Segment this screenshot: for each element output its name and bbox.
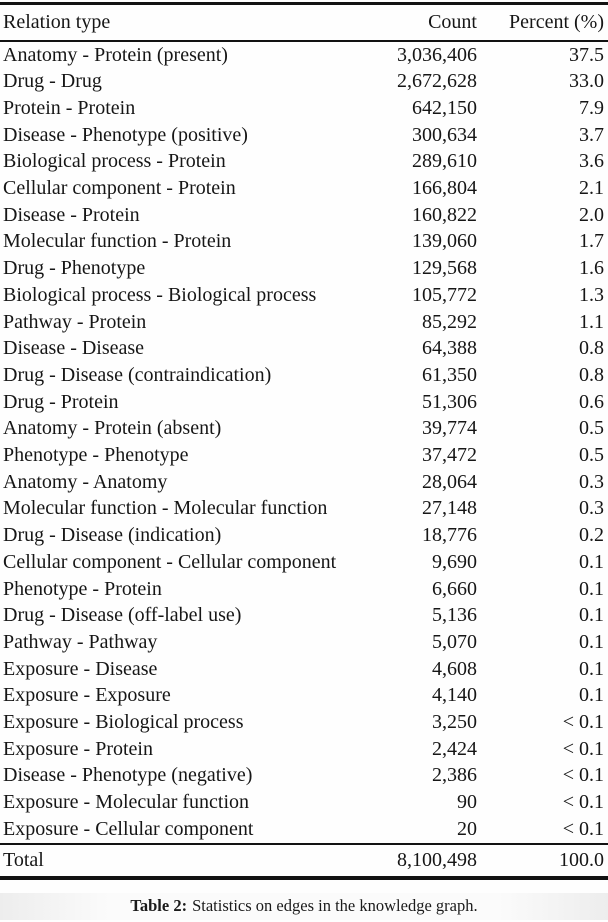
relation-type-cell: Pathway - Protein <box>3 310 147 333</box>
count-cell: 39,774 <box>422 417 477 440</box>
count-cell: 2,386 <box>432 764 477 787</box>
table-row <box>0 469 608 496</box>
count-cell: 642,150 <box>412 96 477 119</box>
edge-statistics-table <box>0 2 608 880</box>
table-row <box>0 682 608 709</box>
table-caption <box>0 893 608 920</box>
count-cell: 4,608 <box>432 657 477 680</box>
count-cell: 3,036,406 <box>397 43 477 66</box>
percent-cell: 1.1 <box>579 310 604 333</box>
percent-cell: 0.3 <box>579 470 604 493</box>
table-row <box>0 335 608 362</box>
relation-type-cell: Exposure - Protein <box>3 737 153 760</box>
table-row <box>0 736 608 763</box>
percent-cell: 0.1 <box>579 550 604 573</box>
table-row <box>0 255 608 282</box>
table-row <box>0 629 608 656</box>
percent-cell: 37.5 <box>569 43 604 66</box>
table-header <box>0 4 608 41</box>
table-row <box>0 709 608 736</box>
table-row <box>0 389 608 416</box>
relation-type-cell: Disease - Phenotype (positive) <box>3 123 248 146</box>
percent-cell: 3.7 <box>579 123 604 146</box>
total-percent: 100.0 <box>478 844 608 878</box>
percent-cell: 0.1 <box>579 577 604 600</box>
table-row <box>0 762 608 789</box>
relation-type-cell: Phenotype - Protein <box>3 577 162 600</box>
percent-cell: < 0.1 <box>562 764 604 787</box>
percent-cell: 0.1 <box>579 630 604 653</box>
percent-cell: 0.3 <box>579 497 604 520</box>
count-cell: 5,070 <box>432 630 477 653</box>
table-caption-text: Statistics on edges in the knowledge graph. <box>192 895 478 915</box>
table-row <box>0 122 608 149</box>
percent-cell: 1.3 <box>579 283 604 306</box>
percent-cell: 1.6 <box>579 257 604 280</box>
percent-cell: < 0.1 <box>562 737 604 760</box>
percent-cell: < 0.1 <box>562 711 604 734</box>
relation-type-cell: Biological process - Biological process <box>3 283 317 306</box>
percent-cell: 3.6 <box>579 150 604 173</box>
percent-cell: 7.9 <box>579 96 604 119</box>
count-cell: 6,660 <box>432 577 477 600</box>
relation-type-cell: Drug - Disease (indication) <box>3 524 222 547</box>
percent-cell: 0.1 <box>579 604 604 627</box>
relation-type-cell: Disease - Phenotype (negative) <box>3 764 253 787</box>
table-row <box>0 495 608 522</box>
relation-type-cell: Disease - Protein <box>3 203 140 226</box>
table-row <box>0 576 608 603</box>
count-cell: 9,690 <box>432 550 477 573</box>
percent-cell: 0.5 <box>579 444 604 467</box>
count-cell: 166,804 <box>412 177 477 200</box>
percent-cell: 33.0 <box>569 70 604 93</box>
table-row <box>0 362 608 389</box>
total-row <box>0 844 608 878</box>
count-cell: 139,060 <box>412 230 477 253</box>
relation-type-cell: Drug - Phenotype <box>3 257 146 280</box>
relation-type-cell: Exposure - Exposure <box>3 684 171 707</box>
percent-cell: 0.2 <box>579 524 604 547</box>
count-cell: 129,568 <box>412 257 477 280</box>
percent-cell: 0.5 <box>579 417 604 440</box>
count-cell: 4,140 <box>432 684 477 707</box>
relation-type-cell: Drug - Disease (contraindication) <box>3 363 272 386</box>
percent-cell: < 0.1 <box>562 817 604 840</box>
relation-type-cell: Cellular component - Cellular component <box>3 550 337 573</box>
table-row <box>0 309 608 336</box>
relation-type-cell: Drug - Protein <box>3 390 119 413</box>
relation-type-cell: Exposure - Biological process <box>3 711 244 734</box>
count-cell: 2,424 <box>432 737 477 760</box>
relation-type-cell: Anatomy - Protein (present) <box>3 43 228 66</box>
count-cell: 90 <box>457 791 477 814</box>
table-row <box>0 522 608 549</box>
table-row <box>0 816 608 844</box>
table-header-row <box>0 4 608 41</box>
count-cell: 5,136 <box>432 604 477 627</box>
table-row <box>0 41 608 69</box>
relation-type-cell: Protein - Protein <box>3 96 136 119</box>
count-cell: 2,672,628 <box>397 70 477 93</box>
relation-type-cell: Phenotype - Phenotype <box>3 444 189 467</box>
count-cell: 85,292 <box>422 310 477 333</box>
count-cell: 64,388 <box>422 337 477 360</box>
table-row <box>0 415 608 442</box>
table-footer <box>0 844 608 878</box>
column-header-relation-type: Relation type <box>0 4 368 41</box>
count-cell: 18,776 <box>422 524 477 547</box>
table-row <box>0 442 608 469</box>
relation-type-cell: Drug - Drug <box>3 70 102 93</box>
count-cell: 20 <box>457 817 477 840</box>
count-cell: 300,634 <box>412 123 477 146</box>
total-count: 8,100,498 <box>368 844 478 878</box>
relation-type-cell: Drug - Disease (off-label use) <box>3 604 242 627</box>
percent-cell: 0.6 <box>579 390 604 413</box>
table-row <box>0 175 608 202</box>
percent-cell: 0.8 <box>579 337 604 360</box>
relation-type-cell: Exposure - Molecular function <box>3 791 250 814</box>
count-cell: 27,148 <box>422 497 477 520</box>
count-cell: 3,250 <box>432 711 477 734</box>
count-cell: 160,822 <box>412 203 477 226</box>
relation-type-cell: Cellular component - Protein <box>3 177 236 200</box>
relation-type-cell: Pathway - Pathway <box>3 630 158 653</box>
percent-cell: 2.1 <box>579 177 604 200</box>
percent-cell: 0.8 <box>579 363 604 386</box>
percent-cell: 0.1 <box>579 684 604 707</box>
total-label: Total <box>0 844 368 878</box>
count-cell: 289,610 <box>412 150 477 173</box>
relation-type-cell: Exposure - Disease <box>3 657 158 680</box>
table-row <box>0 602 608 629</box>
percent-cell: 2.0 <box>579 203 604 226</box>
table-row <box>0 549 608 576</box>
table-row <box>0 95 608 122</box>
table-row <box>0 228 608 255</box>
count-cell: 61,350 <box>422 363 477 386</box>
column-header-percent: Percent (%) <box>478 4 608 41</box>
percent-cell: 1.7 <box>579 230 604 253</box>
relation-type-cell: Molecular function - Molecular function <box>3 497 328 520</box>
relation-type-cell: Exposure - Cellular component <box>3 817 254 840</box>
relation-type-cell: Disease - Disease <box>3 337 145 360</box>
table-row <box>0 656 608 683</box>
count-cell: 28,064 <box>422 470 477 493</box>
relation-type-cell: Biological process - Protein <box>3 150 226 173</box>
percent-cell: < 0.1 <box>562 791 604 814</box>
table-row <box>0 789 608 816</box>
relation-type-cell: Anatomy - Protein (absent) <box>3 417 222 440</box>
table-body <box>0 41 608 844</box>
table-row <box>0 68 608 95</box>
count-cell: 51,306 <box>422 390 477 413</box>
table-row <box>0 148 608 175</box>
column-header-count: Count <box>368 4 478 41</box>
count-cell: 105,772 <box>412 283 477 306</box>
table-caption-label: Table 2: <box>130 895 188 915</box>
percent-cell: 0.1 <box>579 657 604 680</box>
table-row <box>0 202 608 229</box>
relation-type-cell: Molecular function - Protein <box>3 230 232 253</box>
table-row <box>0 282 608 309</box>
relation-type-cell: Anatomy - Anatomy <box>3 470 168 493</box>
count-cell: 37,472 <box>422 444 477 467</box>
